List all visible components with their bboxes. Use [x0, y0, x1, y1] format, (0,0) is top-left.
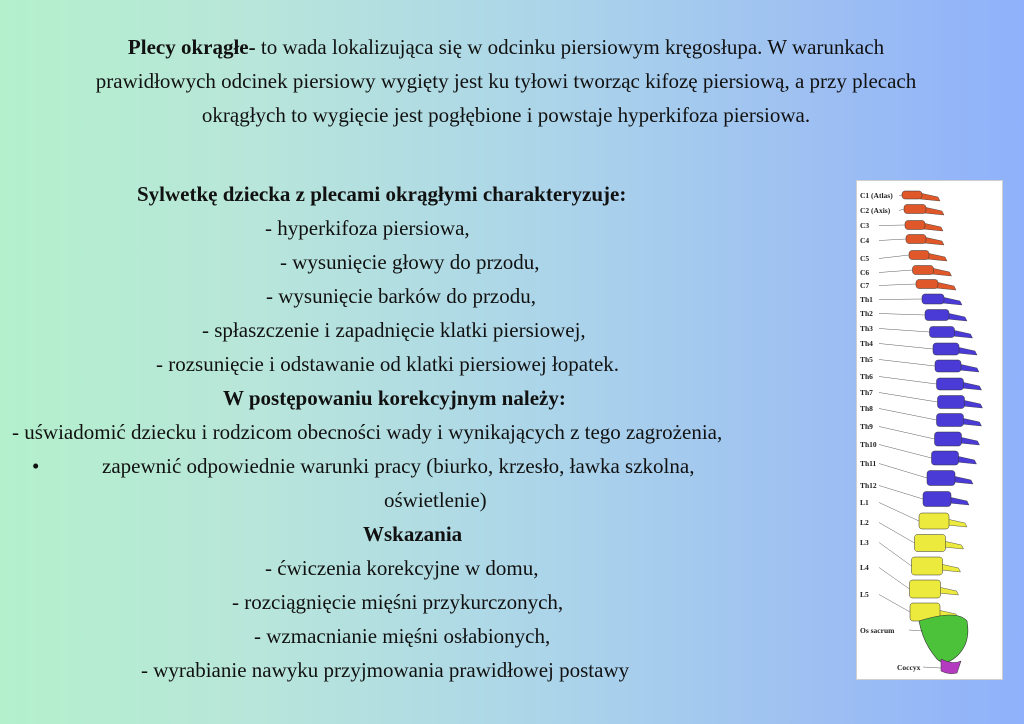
label-pointer-line — [923, 667, 941, 668]
intro-line-1 — [20, 30, 992, 64]
vertebra-process — [924, 237, 944, 245]
vertebra-body — [937, 378, 964, 390]
label-pointer-line — [879, 299, 922, 300]
vertebra-body — [919, 513, 949, 529]
vertebra-process — [944, 541, 964, 549]
label-pointer-line — [899, 209, 904, 211]
feature-item-5: - rozsunięcie i odstawanie od klatki piersiowej łopatek. — [156, 352, 620, 376]
label-pointer-line — [879, 445, 932, 459]
vertebra-process — [947, 313, 967, 321]
intro-line-3: okrągłych to wygięcie jest pogłębione i powstaje hyperkifoza piersiowa. — [201, 103, 811, 127]
label-pointer-line — [879, 427, 935, 440]
label-pointer-line — [879, 344, 933, 350]
vertebra-body — [927, 471, 955, 486]
coccyx-shape — [941, 659, 961, 674]
vertebra-body — [932, 451, 959, 465]
vertebra-label: L2 — [860, 518, 869, 527]
coccyx-label: Coccyx — [897, 663, 921, 672]
label-pointer-line — [879, 595, 910, 613]
vertebra-label: C5 — [860, 254, 870, 263]
label-pointer-line — [879, 409, 937, 421]
indications-heading: Wskazania — [363, 522, 463, 546]
vertebra-label: Th11 — [860, 459, 877, 468]
vertebra-body — [933, 343, 959, 355]
vertebra-body — [912, 557, 943, 575]
bullet-icon: • — [32, 454, 40, 478]
vertebra-process — [957, 347, 977, 355]
label-pointer-line — [899, 195, 902, 196]
vertebra-process — [936, 282, 956, 290]
indication-item-4: - wyrabianie nawyku przyjmowania prawidłowej postawy — [141, 658, 630, 682]
label-pointer-line — [879, 239, 906, 241]
vertebra-label: L5 — [860, 590, 869, 599]
vertebra-process — [962, 418, 982, 426]
vertebra-process — [939, 587, 959, 595]
vertebra-label: C6 — [860, 268, 870, 277]
vertebra-body — [925, 310, 949, 321]
vertebra-label: Th2 — [860, 309, 873, 318]
label-pointer-line — [879, 377, 937, 385]
vertebra-label: Th3 — [860, 324, 873, 333]
vertebrae — [902, 191, 983, 621]
vertebra-body — [909, 251, 929, 260]
vertebra-body — [904, 205, 926, 214]
indication-item-2: - rozciągnięcie mięśni przykurczonych, — [232, 590, 564, 614]
vertebra-label: Th1 — [860, 295, 873, 304]
intro-line-1-text: to wada lokalizująca się w odcinku piersiowym kręgosłupa. W warunkach — [255, 35, 885, 59]
label-pointer-line — [879, 314, 925, 316]
vertebra-label: Th4 — [860, 339, 873, 348]
vertebra-process — [962, 382, 982, 390]
vertebra-body — [905, 221, 925, 230]
vertebra-process — [947, 519, 967, 527]
vertebra-label: C2 (Axis) — [860, 206, 891, 215]
vertebra-body — [935, 360, 961, 372]
vertebra-label: Th9 — [860, 422, 873, 431]
vertebra-process — [920, 193, 940, 201]
vertebra-process — [953, 476, 973, 484]
label-pointer-line — [879, 360, 935, 367]
sacrum-shape — [919, 615, 968, 662]
vertebra-process — [932, 268, 952, 276]
sacrum-label: Os sacrum — [860, 626, 895, 635]
label-pointer-line — [879, 225, 905, 226]
vertebra-body — [938, 396, 965, 409]
vertebra-process — [959, 364, 979, 372]
label-pointer-line — [879, 393, 938, 403]
vertebra-process — [963, 400, 983, 408]
correction-item-2-line-1: zapewnić odpowiednie warunki pracy (biurko, krzesło, ławka szkolna, — [102, 454, 695, 478]
label-pointer-line — [879, 284, 916, 286]
vertebra-process — [927, 253, 947, 261]
feature-item-4: - spłaszczenie i zapadnięcie klatki piersiowej, — [202, 318, 586, 342]
vertebra-body — [910, 580, 941, 598]
spine-illustration — [856, 180, 1003, 680]
label-pointer-line — [879, 523, 915, 544]
intro-line-2: prawidłowych odcinek piersiowy wygięty jest ku tyłowi tworząc kifozę piersiową, a przy plecach — [95, 69, 917, 93]
label-pointer-line — [879, 486, 923, 500]
correction-heading: W postępowaniu korekcyjnym należy: — [223, 386, 566, 410]
vertebra-process — [949, 497, 969, 505]
vertebra-body — [906, 235, 926, 244]
vertebra-body — [902, 191, 922, 199]
vertebra-label: C4 — [860, 236, 870, 245]
intro-paragraph — [20, 30, 992, 132]
vertebra-label: Th12 — [860, 481, 877, 490]
vertebra-process — [960, 437, 980, 445]
vertebra-body — [913, 266, 934, 275]
label-pointer-line — [879, 329, 930, 333]
vertebra-label: C1 (Atlas) — [860, 191, 893, 200]
vertebra-label: C3 — [860, 221, 870, 230]
vertebra-label: Th8 — [860, 404, 873, 413]
vertebra-label: Th6 — [860, 372, 873, 381]
vertebra-label: Th10 — [860, 440, 877, 449]
label-pointer-line — [879, 255, 909, 259]
label-pointer-line — [879, 568, 910, 590]
label-pointer-line — [879, 503, 919, 522]
vertebra-label: Th7 — [860, 388, 873, 397]
indication-item-3: - wzmacnianie mięśni osłabionych, — [254, 624, 551, 648]
vertebra-process — [953, 330, 973, 338]
vertebra-process — [957, 456, 977, 464]
vertebra-label: L4 — [860, 563, 869, 572]
vertebra-body — [916, 280, 938, 289]
vertebra-process — [923, 223, 943, 231]
vertebra-process — [924, 207, 944, 215]
label-pointer-line — [879, 270, 913, 273]
vertebra-body — [937, 414, 964, 427]
feature-item-1: - hyperkifoza piersiowa, — [265, 216, 470, 240]
vertebra-label: Th5 — [860, 355, 873, 364]
features-heading: Sylwetkę dziecka z plecami okrągłymi charakteryzuje: — [137, 182, 627, 206]
spine-diagram — [857, 181, 1002, 679]
vertebra-process — [942, 297, 962, 305]
label-pointer-line — [879, 543, 912, 567]
indication-item-1: - ćwiczenia korekcyjne w domu, — [265, 556, 539, 580]
vertebra-body — [930, 327, 955, 338]
vertebra-body — [915, 535, 946, 552]
vertebra-label: C7 — [860, 281, 870, 290]
label-pointer-line — [879, 464, 927, 479]
vertebra-body — [923, 492, 951, 507]
vertebra-body — [922, 294, 944, 304]
vertebra-body — [935, 432, 962, 446]
correction-item-1: - uświadomić dziecku i rodzicom obecności wady i wynikających z tego zagrożenia, — [12, 420, 723, 444]
vertebra-process — [941, 564, 961, 572]
vertebra-label: L1 — [860, 498, 869, 507]
term-heading: Plecy okrągłe- — [127, 35, 256, 59]
vertebra-label: L3 — [860, 538, 869, 547]
feature-item-2: - wysunięcie głowy do przodu, — [280, 250, 540, 274]
feature-item-3: - wysunięcie barków do przodu, — [266, 284, 537, 308]
correction-item-2-line-2: oświetlenie) — [384, 488, 487, 512]
